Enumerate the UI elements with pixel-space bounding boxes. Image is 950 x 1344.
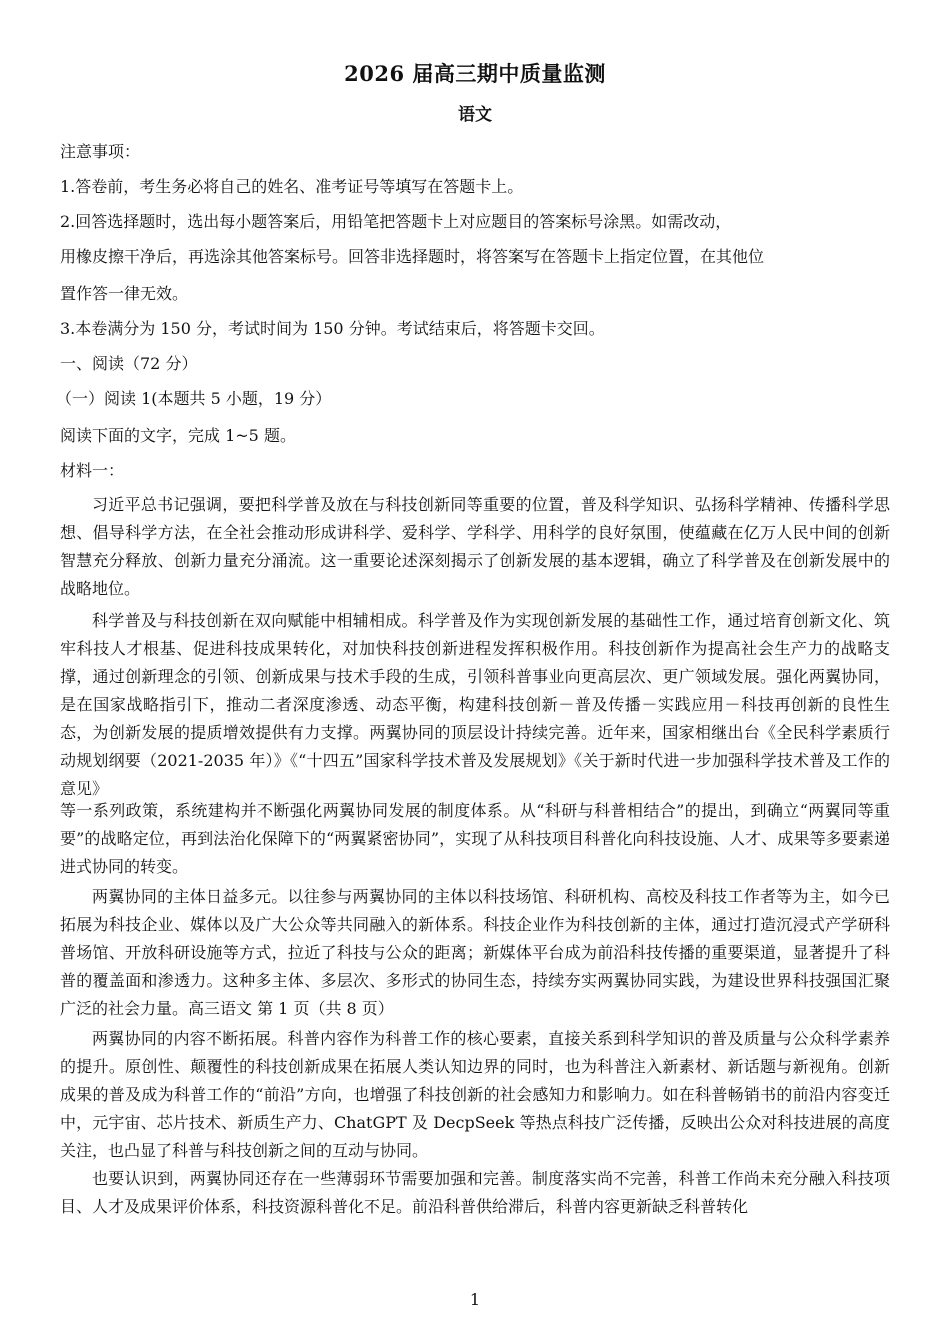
notice-item-3: 3.本卷满分为 150 分，考试时间为 150 分钟。考试结束后，将答题卡交回。 — [60, 319, 605, 338]
subsection-heading: （一）阅读 1(本题共 5 小题，19 分） — [56, 389, 332, 408]
notice-heading: 注意事项： — [60, 142, 141, 161]
paragraph-3: 等一系列政策，系统建构并不断强化两翼协同发展的制度体系。从“科研与科普相结合”的提出，到确立“两翼同等重要”的战略定位，再到法治化保障下的“两翼紧密协同”，实现了从科技项目科普化向科技设施、人才、成果等多要素递进式协同的转变。 — [60, 801, 890, 876]
paragraph-2: 科学普及与科技创新在双向赋能中相辅相成。科学普及作为实现创新发展的基础性工作，通过培育创新文化、筑牢科技人才根基、促进科技成果转化，对加快科技创新进程发挥积极作用。科技创新作为提高社会生产力的战略支撑，通过创新理念的引领、创新成果与技术手段的生成，引领科普事业向更高层次、更广领域发展。强化两翼协同，是在国家战略指引下，推动二者深度渗透、动态平衡，构建科技创新－普及传播－实践应用－科技再创新的良性生态，为创新发展的提质增效提供有力支撑。两翼协同的顶层设计持续完善。近年来，国家相继出台《全民科学素质行动规划纲要（2021-2035 年）》《“十四五”国家科学技术普及发展规划》《关于新时代进一步加强科学技术普及工作的意见》 — [60, 611, 890, 798]
notice-item-2-line-1: 2.回答选择题时，选出每小题答案后，用铅笔把答题卡上对应题目的答案标号涂黑。如需改动， — [60, 212, 732, 231]
notice-item-2-line-3: 置作答一律无效。 — [60, 284, 189, 303]
page-number: 1 — [469, 1290, 481, 1309]
notice-item-1: 1.答卷前，考生务必将自己的姓名、准考证号等填写在答题卡上。 — [60, 177, 524, 196]
paragraph-4: 两翼协同的主体日益多元。以往参与两翼协同的主体以科技场馆、科研机构、高校及科技工作者等为主，如今已拓展为科技企业、媒体以及广大公众等共同融入的新体系。科技企业作为科技创新的主体，通过打造沉浸式产学研科普场馆、开放科研设施等方式，拉近了科技与公众的距离；新媒体平台成为前沿科技传播的重要渠道，显著提升了科普的覆盖面和渗透力。这种多主体、多层次、多形式的协同生态，持续夯实两翼协同实践，为建设世界科技强国汇聚广泛的社会力量。高三语文 第 1 页（共 8 页） — [60, 887, 890, 1018]
subject-title: 语文 — [458, 105, 492, 125]
reading-instruction: 阅读下面的文字，完成 1~5 题。 — [60, 426, 296, 445]
exam-title: 2026 届高三期中质量监测 — [344, 61, 606, 86]
paragraph-5: 两翼协同的内容不断拓展。科普内容作为科普工作的核心要素，直接关系到科学知识的普及质量与公众科学素养的提升。原创性、颠覆性的科技创新成果在拓展人类认知边界的同时，也为科普注入新素材、新话题与新视角。创新成果的普及成为科普工作的“前沿”方向，也增强了科技创新的社会感知力和影响力。如在科普畅销书的前沿内容变迁中，元宇宙、芯片技术、新质生产力、ChatGPT 及 DecpSeek 等热点科技广泛传播，反映出公众对科技进展的高度关注，也凸显了科普与科技创新之间的互动与协同。 — [60, 1029, 890, 1160]
notice-item-2-line-2: 用橡皮擦干净后，再选涂其他答案标号。回答非选择题时，将答案写在答题卡上指定位置，在其他位 — [60, 247, 765, 266]
section-heading: 一、阅读（72 分） — [60, 354, 198, 373]
paragraph-6: 也要认识到，两翼协同还存在一些薄弱环节需要加强和完善。制度落实尚不完善，科普工作尚未充分融入科技项目、人才及成果评价体系，科技资源科普化不足。前沿科普供给滞后，科普内容更新缺乏科普转化 — [60, 1169, 890, 1216]
paragraph-1: 习近平总书记强调，要把科学普及放在与科技创新同等重要的位置，普及科学知识、弘扬科学精神、传播科学思想、倡导科学方法，在全社会推动形成讲科学、爱科学、学科学、用科学的良好氛围，使蕴藏在亿万人民中间的创新智慧充分释放、创新力量充分涌流。这一重要论述深刻揭示了创新发展的基本逻辑，确立了科学普及在创新发展中的战略地位。 — [60, 495, 890, 598]
material-label: 材料一： — [60, 461, 125, 480]
